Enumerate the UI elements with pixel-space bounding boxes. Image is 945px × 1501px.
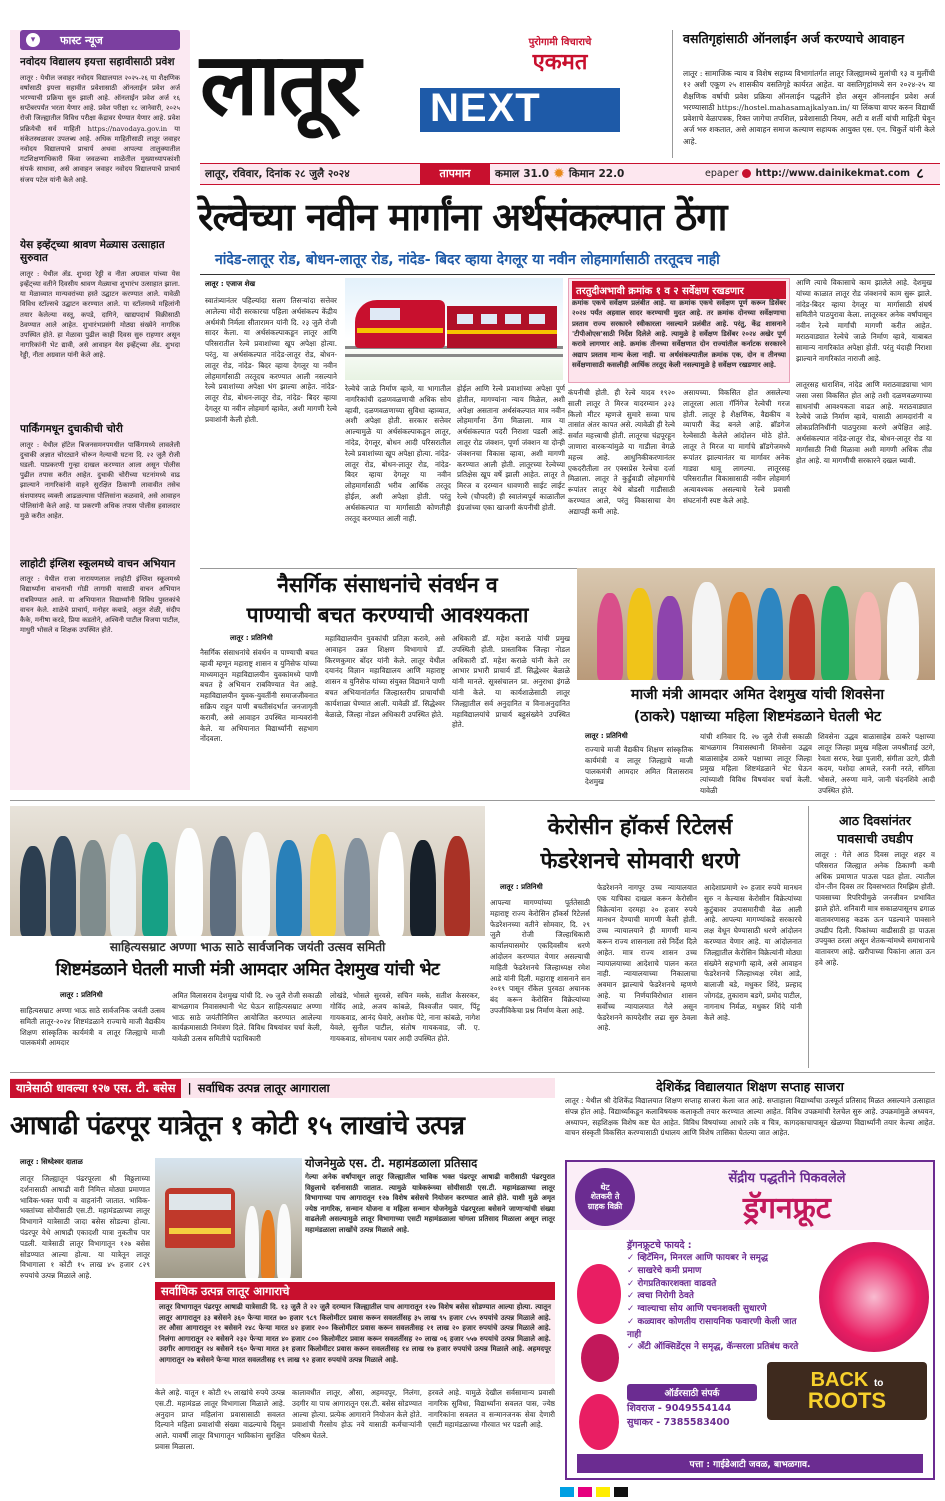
registration-mark-cyan bbox=[560, 1487, 574, 1497]
kerosene-headline-1: केरोसीन हॉकर्स रिटेलर्स bbox=[547, 815, 733, 840]
st-bus-photo bbox=[155, 1158, 302, 1278]
contact-name-1: शिवराज bbox=[627, 1403, 655, 1414]
st-col-3: कालावधीत लातूर, औसा, अहमदपूर, निलंगा, उदगीर या पाच आगारातून एस.टी. बसेस सोडण्यात आल्या होत्या. प्रत्येक आगाराने नियोजन केले होते. प्रवाशांची गैरसोय होऊ नये यासाठी कर्मचाऱ्यांनी परिश्रम घेतले. bbox=[292, 1388, 422, 1441]
contact-name-2: सुधाकर bbox=[627, 1417, 653, 1429]
train-image bbox=[345, 278, 563, 380]
anna-col-2: अमित विलासराव देशमुख यांची दि. २७ जुलै रोजी सकाळी बाभळगाव निवासस्थानी भेट घेऊन साहित्यसम्राट अण्णा भाऊ साठे जयंतीनिमित्त आयोजित करण्यात आलेल्या कार्यक्रमासाठी निमंत्रण दिले. विविध विषयांवर चर्चा केली, यावेळी उत्सव समितीचे पदाधिकारी bbox=[172, 991, 322, 1044]
contact-phone-2[interactable]: 7385583400 bbox=[663, 1417, 730, 1429]
lead-col-1: स्वातंत्र्यानंतर पहिल्यांदा सलग तिसऱ्यांदा सत्तेवर आलेल्या मोदी सरकारचा पहिला अर्थसंकल्प केंद्रीय अर्थमंत्री निर्मला सीतारामन यांनी दि. २३ जुलै रोजी सादर केला. या अर्थसंकल्पाकडून लातूर आणि परिसरातील रेल्वे प्रवाशांच्या खूप अपेक्षा होत्या. परंतु, या अर्थसंकल्पात नांदेड-लातूर रोड, बोधन-लातूर रोड, नांदेड- बिदर व्हाया देगलूर या नवीन लोहमार्गांसाठी तरतूदच करण्यात आली नसल्याने रेल्वे प्रवाशांच्या अपेक्षा भंग झाल्या आहेत. नांदेड-लातूर रोड, बोधन-लातूर रोड, नांदेड- बिदर व्हाया देगलूर या नवीन लोहमार्ग व्हावेत, अशी मागणी रेल्वे प्रवाशांनी केली होती. bbox=[205, 296, 337, 424]
ad-benefits-list bbox=[627, 1252, 813, 1354]
sidebar-story-1-title: नवोदय विद्यालय इयत्ता सहावीसाठी प्रवेश bbox=[20, 56, 175, 68]
hostel-notice-body: लातूर : सामाजिक न्याय व विशेष सहाय्य विभागांतर्गत लातूर जिल्ह्यामध्ये मुलांची १३ व मुलींची १२ अशी एकूण २५ शासकीय वसतिगृहे कार्यरत आहेत. या वसतिगृहांमध्ये सन २०२४-२५ या शैक्षणिक वर्षाची प्रवेश प्रक्रिया ऑनलाईन पद्धतीने होत असून ऑनलाईन प्रवेश अर्ज भरण्यासाठी https://hostel.mahasamajkalyan.in/ या लिंकचा वापर करुन विद्यार्थी प्रवेशाचे वेळापत्रक, रिक्त जागेचा तपशिल, प्रवेशासाठी नियम, अटी व शर्ती यांची माहिती घेवून अर्ज भरु शकतात, असे आवाहन समाज कल्याण सहायक आयुक्त एस. एन. चिकुर्ते यांनी केले आहे. bbox=[683, 69, 935, 146]
sidebar-story-2-body: लातूर : येथील ॲड. शुभदा रेड्डी व नीता अग्रवाल यांच्या येस इव्हेंट्च्या वतीने दिवसीय श्रावण मेळ्याचा शुभारंभ उत्साहात झाला. या मेळाव्यात मान्यवरांच्या हस्ते उद्घाटन करण्यात आले. यावेळी विविध स्टॉल्सचे उद्घाटन करण्यात आले. या स्टॉलमध्ये महिलांनी तयार केलेल्या वस्तू, कपडे, दागिने, खाद्यपदार्थ विक्रीसाठी ठेवण्यात आले आहेत. शुभारंभप्रसंगी मोठ्या संख्येने नागरिक उपस्थित होते. हा मेळावा पुढील काही दिवस सुरु राहणार असून नागरिकांनी भेट द्यावी, असे आवाहन येस इव्हेंट्च्या ॲड. शुभदा रेड्डी, नीता अग्रवाल यांनी केले आहे. bbox=[20, 269, 180, 360]
ad-benefit-item: ✓ ॲंटी ऑक्सिडेंट्स ने समृद्ध, कॅन्सरला प्रतिबंध करते bbox=[627, 1342, 799, 1353]
lead-col-2: रेल्वेचे जाळे निर्माण व्हावे, या भागातील नागरिकांची दळणवळणाची अधिक सोय व्हावी, दळणवळणाच्या सुविधा व्हाव्यात, अशी अपेक्षा होती. सरकार सत्तेवर आल्यामुळे या अर्थसंकल्पाकडून लातूर, नांदेड, देगलूर, बोधन आदी परिसरातील रेल्वे प्रवाशांच्या खूप अपेक्षा होत्या. नांदेड-लातूर रोड, बोधन-लातूर रोड, नांदेड- बिदर व्हाया देगलूर या नवीन लोहमार्गासाठी भरीव आर्थिक तरतूद होईल, अशी अपेक्षा होती. परंतु अर्थसंकल्पात या मार्गांसाठी कोणतीही तरतूद करण्यात आली नाही. bbox=[345, 384, 451, 523]
deshmukh-headline-1: माजी मंत्री आमदार अमित देशमुख यांची शिवसेना bbox=[630, 687, 885, 703]
st-col-2: केले आहे. यातून १ कोटी १५ लाखांचे रुपये उत्पन्न एस.टी. महामंडळ लातूर विभागाला मिळाले आहे. अनुदान प्राप्त महिलांना प्रवासासाठी सवलत दिल्याने महिला प्रवाशांची संख्या वाढल्याचे दिसून आले. यावर्षी लातूर विभागातून भाविकांना सुरक्षित प्रवास मिळाला. bbox=[155, 1388, 285, 1451]
nature-byline: लातूर : प्रतिनिधी bbox=[230, 634, 273, 642]
school-title: देशिकेंद्र विद्यालयात शिक्षण सप्ताह साजरा bbox=[656, 1079, 844, 1094]
page-number: ८ bbox=[916, 166, 924, 182]
ad-contact-title: ऑर्डरसाठी संपर्क bbox=[627, 1384, 757, 1401]
survey-box-title: तरतुदीअभावी क्रमांक १ व २ सर्वेक्षण रखडणार bbox=[572, 281, 786, 299]
st-col-4: हरवले आहे. यामुळे देखील सर्वसामान्य प्रवासी नागरिक सुविधा, विद्यार्थ्यांना सवलत पास, ज्येष्ठ नागरिकांना सवलत व सन्मानजनक सेवा देणारी एसटी महामंडळाच्या गौरवात भर पडली आहे. bbox=[428, 1388, 555, 1430]
ad-badge bbox=[575, 1168, 635, 1226]
masthead-title: लातूर bbox=[200, 35, 359, 135]
anna-bhau-sathe-delegation-photo bbox=[10, 806, 485, 936]
anna-col-1: साहित्यसम्राट अण्णा भाऊ साठे सार्वजनिक जयंती उत्सव समिती लातूर-२०२४ शिष्टमंडळाने राज्याचे माजी वैद्यकीय शिक्षण सांस्कृतिक कार्यमंत्री व लातूर जिल्ह्याचे माजी पालकमंत्री आमदार bbox=[20, 1006, 165, 1048]
sidebar-story-4-body: लातूर : येथील राजा नारायणलाल लाहोटी इंग्लिश स्कूलमध्ये विद्यार्थ्यांना वाचनाची गोडी लागावी यासाठी वाचन अभियान राबविण्यात आले. या अभियानात विद्यार्थ्यांनी विविध पुस्तकांचे वाचन केले. शाळेचे प्राचार्य, मनोहर कबाडे, अतुल शेळी, संदीप कैके, मनीषा करडे, प्रिया कडतोने, अश्विनी पाटील विजया पाटील, माधुरी भोसले व शिक्षक उपस्थित होते. bbox=[20, 575, 180, 635]
rain-body: लातूर : गेले आठ दिवस लातूर शहर व परिसरात जिल्ह्यात अनेक ठिकाणी कमी अधिक प्रमाणात पाऊस पडत होता. त्यातील दोन-तीन दिवस तर दिवसभरात रिमझिम होती. पावसाच्या रिपरिपीमुळे जनजीवन प्रभावित झाले होते. शनिवारी मात्र सकाळपासूनच ढगाळ वातावरणासह कडक ऊन पडल्याने पावसाने उघडीप दिली. पिकांच्या वाढीसाठी हा पाऊस उपयुक्त ठरला असून शेतकऱ्यांमध्ये समाधानाचे वातावरण आहे. खरीपाच्या पिकांना आता ऊन हवे आहे. bbox=[815, 850, 935, 967]
deshmukh-byline: लातूर : प्रतिनिधी bbox=[585, 732, 628, 740]
sidebar-story-3-body: लातूर : येथील हॉटेल बिजनसमनपमधील पार्किंगमध्ये लावलेली दुचाकी अज्ञात चोरट्याने चोरून नेल्याची घटना दि. २२ जुलै रोजी घडली. याप्रकरणी गुन्हा दाखल करण्यात आला असून पोलीस पुढील तपास करीत आहेत. दुचाकी चोरीच्या घटनांमध्ये वाढ झाल्याने नागरिकांनी वाहने सुरक्षित ठिकाणी लावावीत तसेच संशयास्पद व्यक्ती आढळल्यास पोलिसांना कळवावे, असे आवाहन पोलिसांनी केले आहे. या प्रकरणी अधिक तपास पोलीस हवालदार मुळे करीत आहेत. bbox=[20, 440, 180, 520]
lead-col-7: आणि त्याचे विकासाचे काम झालेले आहे. देशमुख यांच्या काळात लातूर रोड जंक्शनचे काम सुरू झाले. नांदेड-बिदर व्हाया देगलूर या मार्गासाठी संघर्ष समितीने पाठपुरावा केला. लातूरकर अनेक वर्षांपासून नवीन रेल्वे मार्गांची मागणी करीत आहेत. मराठवाड्यात रेल्वेचे जाळे निर्माण व्हावे, याबाबत सामान्य नागरिकांत अपेक्षा होती. परंतु यंदाही निराशा झाल्याने नागरिकांत नाराजी आहे. bbox=[796, 278, 932, 363]
sidebar-story-1-body: लातूर : येथील जवाहर नवोदय विद्यालयात २०२५-२६ या शैक्षणिक वर्षासाठी इयत्ता सहावीत प्रवेशासाठी ऑनलाईन प्रवेश अर्ज भरण्याची प्रक्रिया सुरु झाली आहे. ऑनलाईन प्रवेश अर्ज १६ सप्टेंबरपर्यंत भरता येणार आहे. प्रवेश परीक्षा १८ जानेवारी, २०२५ रोजी जिल्ह्यातील विविध परीक्षा केंद्रावर घेण्यात येणार आहे. प्रवेश प्रक्रियेची सर्व माहिती https://navodaya.gov.in या संकेतस्थळावर उपलब्ध आहे. अधिक माहितीसाठी लातूर जवाहर नवोदय विद्यालयाचे प्राचार्य अथवा आपल्या तालुक्यातील गटशिक्षणाधिकारी किंवा जवळच्या शाळेतील मुख्याध्यापकांशी संपर्क साधावा, असे आवाहन जवाहर नवोदय विद्यालयाचे प्राचार्य संजय पटेल यांनी केले आहे. bbox=[20, 73, 180, 184]
kerosene-headline-2: फेडरेशनचे सोमवारी धरणे bbox=[540, 849, 740, 874]
masthead-next-label: NEXT bbox=[430, 86, 541, 130]
lead-col-5: कंपनीची होती. ही रेल्वे यादव १९२० साली लातूर ते मिरज यादरम्यान ३२३ किलो मीटर म्हणजे सुमारे सव्वा पाच तासांत अंतर कापत असे. त्यावेळी ही रेल्वे सर्वात महत्त्वाची होती. लातूरचा चंद्रपूरहून जाणारा वारकऱ्यांमुळे या गाडीला वेगळे महत्त्व आहे. आधुनिकीकरणानंतर एकदरीतीला तर एक्सप्रेस रेल्वेचा दर्जा मिळाला. लातूर ते कुर्डुवाडी लोहमार्गाचे रूपांतर लातूर येथे बोडसी गाडीसाठी करण्यात आले, परंतु विकासाचा वेग अद्यापही कमी आहे. bbox=[568, 388, 675, 516]
st-banner-lead: यात्रेसाठी धावल्या १२७ एस. टी. बसेस bbox=[10, 1079, 181, 1098]
sidebar-story-2-title: येस इव्हेंट्च्या श्रावण मेळ्यास उत्साहात सुरुवात bbox=[20, 238, 165, 265]
deshmukh-headline-2: (ठाकरे) पक्षाच्या महिला शिष्टमंडळाने घेतली भेट bbox=[633, 709, 882, 725]
deshmukh-col-3: शिवसेना उद्धव बाळासाहेब ठाकरे पक्षाच्या लातूर जिल्हा प्रमुख महिला जयश्रीताई उटगे, रेवता सरफ, रेखा पुजारी, संगीता उटगे, प्रीती कदम, यशोदा आमले, रजनी नरते, संगिता भोसले, अरुणा माने, जानी चंदनशिवे आदी उपस्थित होते. bbox=[818, 732, 935, 795]
logo-to: to bbox=[873, 1378, 884, 1389]
nature-col-2: महाविद्यालयीन युवकांची प्रतिज्ञा करावे, असे आवाहन उन्नत शिक्षण विभागाचे डॉ. किरणकुमार बोंदर यांनी केले. लातूर येथील दयानंद विज्ञान महाविद्यालय आणि महाराष्ट्र शासन व युनिसेफ यांच्या संयुक्त विद्यमाने पाणी बचत अभियानांतर्गत जिल्हास्तरीय प्राचार्यांची कार्यशाळा घेण्यात आली. यावेळी डॉ. सिद्धेश्वर बेळाळे, जिल्हा नोडल अधिकारी उपस्थित होते. bbox=[325, 634, 445, 719]
survey-box-body: क्रमांक एकचे सर्वेक्षण प्रलंबीत आहे. या क्रमांक एकचे सर्वेक्षण पूर्ण करून डिसेंबर २०२४ पर्यंत अहवाल सादर करण्याची मुदत आहे. तर क्रमांक दोनच्या सर्वेक्षणाचा प्रस्ताव राज्य सरकारने स्वीकारला नसल्याने प्रलंबीत आहे. परंतु, केंद्र शासनाने 'टीपीओएस'साठी निर्देश दिलेले आहे. त्यामुळे हे सर्वेक्षण डिसेंबर २०२४ अखेर पूर्ण करावे लागणार आहे. क्रमांक तीनच्या सर्वेक्षणात दोन राज्यांतील कर्नाटक सरकारने अद्याप प्रस्ताव मान्य केला नाही. या अर्थसंकल्पातील क्रमांक एक, दोन व तीनच्या सर्वेक्षणासाठी कसलीही आर्थिक तरतूद केली नसल्यामुळे हे सर्वेक्षण रखडणार आहे. bbox=[572, 299, 786, 370]
yojana-body: गेल्या अनेक वर्षांपासून लातूर जिल्ह्यातील भाविक भक्त पंढरपूर आषाढी वारीसाठी पंढरपुरात विठ्ठलाचे दर्शनासाठी जातात. त्यामुळे यात्रेकरूंच्या सोयीसाठी एस.टी. महामंडळाच्या लातूर विभागाच्या पाच आगारातून १२७ विशेष बसेसचे नियोजन करण्यात आले होते. याशी मुळे अमृत ज्येष्ठ नागरिक, सन्मान योजना व महिला सन्मान योजनेमुळे पंढरपूरला बसेसने जाणाऱ्यांची संख्या वाढलेली असल्यामुळे लातूर विभागाच्या एसटी महामंडळाला चांगला प्रतिसाद मिळाला असून लातूर महामंडळाला लाखोंचे उत्पन्न मिळाले आहे. bbox=[305, 1172, 555, 1234]
ad-benefit-item: ✓ कळ्यावर कोणतीय रासायनिक फवारणी केली जात नाही bbox=[627, 1316, 797, 1340]
st-banner-sub: सर्वाधिक उत्पन्न लातूर आगाराला bbox=[197, 1080, 330, 1095]
lead-col-6: असायच्या. विकसित होत असलेल्या लातूरला आता गॅनिंगेज रेल्वेची गरज होती. लातूर हे शैक्षणिक, वैद्यकीय व व्यापारी केंद्र बनले आहे. ब्रॉडगेज रेल्वेसाठी केलेले आंदोलन मोठे होते. लातूर ते मिरज या मार्गाचे ब्रॉडगेजमध्ये रूपांतर झाल्यानंतर या मार्गावर अनेक गाड्या धावू लागल्या. लातूरसह परिसरातील विकासासाठी नवीन लोहमार्ग अत्यावश्यक असल्याचे रेल्वे प्रवासी संघटनांनी स्पष्ट केले आहे. bbox=[683, 388, 790, 505]
back-to-roots-logo bbox=[767, 1362, 927, 1420]
ad-benefit-item: ✓ साखरेचे कमी प्रमाण bbox=[627, 1265, 702, 1276]
registration-mark-black bbox=[614, 1487, 628, 1497]
sun-icon: ✹ bbox=[553, 166, 565, 182]
lead-col-3: होईल आणि रेल्वे प्रवाशांच्या अपेक्षा पूर्ण होतील, मागण्यांना न्याय मिळेल, अशी अपेक्षा असताना अर्थसंकल्पात मात्र नवीन लोहमार्गांना ठेंगा मिळाला. मात्र या अर्थसंकल्पात पदरी निराशा पडली आहे. लातूर रोड जंक्शन, पूर्णा जंक्शन या दोन्ही जंक्शनचा विकास व्हावा, अशी मागणी करण्यात आली होती. लातूरच्या रेल्वेच्या प्रतिक्षेस खूप वर्षे झाली आहेत. लातूर ते मिरज व दरम्यान धावणारी साईट लाईट रेल्वे (चौपदरी) ही स्वातंत्र्यपूर्व काळातील इंग्रजांच्या एका खाजगी कंपनीची होती. bbox=[457, 384, 565, 512]
ad-tagline: सेंद्रीय पद्धतीने पिकवलेले bbox=[728, 1171, 846, 1186]
rain-title-1: आठ दिवसांनंतर bbox=[838, 813, 912, 828]
agar-title: सर्वाधिक उत्पन्न लातूर आगाराचे bbox=[155, 1282, 555, 1301]
dragonfruit-ad: थेट शेतकरी ते ग्राहक विक्री सेंद्रीय पद्धतीने पिकवलेले ड्रॅगनफ्रूट ड्रॅगनफ्रूटचे फायदे : ✓ व्हिटॅमिन, मिनरल आणि फायबर ने समृद्ध ✓ साखरेचे कमी प्रमाण ✓ रोगप्रतिकारशक्ता वाढवते ✓ त्वचा निरोगी ठेवते ✓ ग्वाल्याचा सोय आणि पचनशक्ती सुधारणे ✓ कळ्यावर कोणतीय रासायनिक फवारणी केली जात नाही ✓ ॲंटी ऑक्सिडेंट्स ने समृद्ध, कॅन्सरला प्रतिबंध करते BACK to ROOTS ऑर्डरसाठी संपर्क शिवराज - 9049554144 सुधाकर - 7385583400 पत्ता : गाईडेआटी जवळ, बाभळगाव. bbox=[565, 1160, 935, 1480]
shivsena-delegation-photo bbox=[577, 568, 935, 680]
ad-title: ड्रॅगनफ्रूट bbox=[743, 1191, 831, 1226]
anna-byline: लातूर : प्रतिनिधी bbox=[60, 991, 103, 999]
agar-body: लातूर विभागातून पंढरपूर आषाढी यात्रेसाठी दि. १३ जुलै ते २२ जुलै दरम्यान जिल्ह्यातील पाच आगारातून १२७ विशेष बसेस सोडण्यात आल्या होत्या. त्यातून लातूर आगारातून ३३ बसेसने ३६० फेऱ्या मारत ७० हजार ९८९ किलोमीटर प्रवास करून सवलतींसह ३५ लाख ९५ हजार ८५५ रुपयांचे उत्पन्न मिळाले आहे. तर औसा आगारातून २१ बसेसने २४८ फेऱ्या मारत ४२ हजार २०० किलोमीटर प्रवास करून सवलतीसह २१ लाख २० हजार रुपयांचे उत्पन्न मिळाले आहे. निलंगा आगारातून २२ बसेसने २३२ फेऱ्या मारत ४० हजार ८०० किलोमीटर प्रवास करून सवलतींसह २० लाख ०६ हजार ५५७ रुपयांचे उत्पन्न मिळाले आहे. उदगीर आगारातून २४ बसेसने १६० फेऱ्या मारत ३१ हजार किलोमीटर प्रवास करून सवलतीसह १४ लाख १७ हजार रुपयांचे उत्पन्न मिळाले आहे. अहमदपूर आगारातून २७ बसेसने फेऱ्या मारत सवलतीसह १९ लाख ९२ हजार रुपयांचे उत्पन्न मिळाले आहे. bbox=[155, 1300, 555, 1384]
ad-address: पत्ता : गाईडेआटी जवळ, बाभळगाव. bbox=[577, 1454, 923, 1473]
anna-headline: शिष्टमंडळाने घेतली माजी मंत्री आमदार अमित देशमुख यांची भेट bbox=[55, 960, 440, 980]
deshmukh-col-2: यांची शनिवार दि. २७ जुलै रोजी सकाळी बाभळगाव निवासस्थानी शिवसेना उद्धव बाळासाहेब ठाकरे पक्षाच्या लातूर जिल्हा प्रमुख महिला शिष्टमंडळाने भेट घेऊन त्यांच्याशी विविध विषयांवर चर्चा केली. यावेळी bbox=[700, 732, 812, 795]
nature-col-1: नैसर्गिक संसाधनांचे संवर्धन व पाण्याची बचत व्हावी म्हणून महाराष्ट्र शासन व युनिसेफ यांच्या माध्यमातून महाविद्यालयीन युवकांमध्ये पाणी बचत हे अभियान राबविण्यात येत आहे. महाविद्यालयीन युवक-युवतींनी समाजजीवनात सक्रिय राहून पाणी बचतीसंदर्भात जनजागृती करावी, असे आवाहन उपस्थित मान्यवरांनी केले. या अभियानात विद्यार्थ्यांनी सहभाग नोंदवला. bbox=[200, 648, 318, 744]
ad-benefit-item: ✓ रोगप्रतिकारशक्ता वाढवते bbox=[627, 1278, 717, 1289]
nature-col-3: अधिकारी डॉ. महेश कराळे यांची प्रमुख उपस्थिती होती. प्रास्ताविक जिल्हा नोडल अधिकारी डॉ. महेश कराळे यांनी केले तर आभार प्रभारी प्राचार्य डॉ. सिद्धेश्वर बेळाळे यांनी मानले. सूत्रसंचालन प्रा. अनुराधा इंगळे यांनी केले. या कार्यशाळेसाठी लातूर जिल्ह्यातील सर्व अनुदानित व विनाअनुदानित महाविद्यालयांचे प्राचार्य बहुसंख्येने उपस्थित होते. bbox=[452, 634, 570, 730]
nature-headline-1: नैसर्गिक संसाधनांचे संवर्धन व bbox=[277, 573, 498, 597]
anna-col-3: लोखंडे, भोसले सुरवसे, सचिन मस्के, सतीश केसरकर, गोविंद आडे, अजय कांबळे, विश्वजीत पवार, पिंटू गायकवाड, आनंद घेवारे, अशोक पेटे, नाना कांबळे, नागेश येवले, सुनील पाटील, संतोष गायकवाड, जी. ए. गायकवाड, सोमनाथ पवार आदी उपस्थित होते. bbox=[330, 991, 480, 1044]
dragonfruit-image-right bbox=[819, 1242, 929, 1352]
ad-benefit-item: ✓ त्वचा निरोगी ठेवते bbox=[627, 1291, 694, 1302]
fast-news-label: फास्ट न्यूज bbox=[60, 33, 103, 47]
st-banner-separator: | bbox=[187, 1081, 192, 1095]
logo-roots: ROOTS bbox=[807, 1388, 887, 1413]
weather-label: तापमान bbox=[420, 164, 490, 184]
logo-back: BACK bbox=[810, 1369, 869, 1391]
epaper-label: epaper bbox=[705, 168, 739, 179]
sidebar-story-4-title: लाहोटी इंग्लिश स्कूलमध्ये वाचन अभियान bbox=[20, 557, 176, 570]
ad-benefit-item: ✓ व्हिटॅमिन, मिनरल आणि फायबर ने समृद्ध bbox=[627, 1253, 768, 1263]
st-col-1: लातूर जिल्ह्यातून पंढरपूरला श्री विठ्ठलाच्या दर्शनासाठी आषाढी वारी निमित्त मोठ्या प्रमाणात भाविक-भक्त पायी व वाहनांनी जातात. भाविक-भक्तांच्या सोयीसाठी एस.टी. महामंडळाच्या लातूर विभागाने यात्रेसाठी जादा बसेस सोडल्या होत्या. पंढरपूर येथे आषाढी एकादशी यात्रा नुकतीच पार पडली. यात्रेसाठी लातूर विभागातून १२७ बसेस सोडण्यात आल्या होत्या. या यात्रेतून लातूर विभागाला १ कोटी १५ लाख ४५ हजार ८२९ रुपयांचे उत्पन्न मिळाले आहे. bbox=[20, 1174, 150, 1281]
globe-icon bbox=[742, 169, 751, 178]
hostel-notice-title: वसतिगृहांसाठी ऑनलाईन अर्ज करण्याचे आवाहन bbox=[683, 31, 905, 46]
masthead-tagline: पुरोगामी विचाराचे bbox=[528, 37, 592, 48]
lead-byline: लातूर : एजाज शेख bbox=[205, 280, 256, 288]
registration-mark-magenta bbox=[578, 1487, 592, 1497]
anna-photo-caption: साहित्यसम्राट अण्णा भाऊ साठे सार्वजनिक जयंती उत्सव समिती bbox=[109, 940, 386, 954]
chevron-down-icon: ▾ bbox=[26, 33, 40, 47]
deshmukh-col-1: राज्याचे माजी वैद्यकीय शिक्षण सांस्कृतिक कार्यमंत्री व लातूर जिल्ह्याचे माजी पालकमंत्री आमदार अमित विलासराव देशमुख bbox=[585, 745, 693, 787]
rain-title-2: पावसाची उघडीप bbox=[837, 831, 913, 846]
ad-badge-line-1: थेट bbox=[600, 1182, 610, 1192]
epaper-link[interactable]: http://www.dainikekmat.com bbox=[755, 168, 911, 179]
min-temp-label: किमान bbox=[568, 168, 595, 180]
nature-headline-2: पाण्याची बचत करण्याची आवश्यकता bbox=[246, 603, 529, 627]
kerosene-col-1: आपल्या मागण्यांच्या पूर्ततेसाठी महाराष्ट्र राज्य केरोसिन हॉकर्स रिटेलर्स फेडरेशनच्या वतीने सोमवार, दि. २९ जुलै रोजी जिल्हाधिकारी कार्यालयासमोर एकदिवसीय धरणे आंदोलन करण्यात येणार असल्याची माहिती फेडरेशनचे जिल्हाध्यक्ष रमेश आडे यांनी दिली. महाराष्ट्र शासनाने सन २०१९ पासून रॉकेल पुरवठा अचानक बंद करून केरोसिन विक्रेत्यांच्या उपजीविकेचा प्रश्न निर्माण केला आहे. bbox=[490, 898, 590, 1015]
sidebar-story-3-title: पार्किंगमधून दुचाकीची चोरी bbox=[20, 422, 123, 435]
ad-badge-line-2: शेतकरी ते bbox=[590, 1192, 620, 1202]
dragonfruit-image bbox=[575, 1234, 623, 1464]
dateline: लातूर, रविवार, दिनांक २८ जुलै २०२४ bbox=[205, 168, 350, 180]
ad-benefits-title: ड्रॅगनफ्रूटचे फायदे : bbox=[627, 1240, 692, 1251]
ad-badge-line-3: ग्राहक विक्री bbox=[587, 1201, 623, 1211]
masthead-brand: एकमत bbox=[532, 50, 588, 75]
fast-news-header bbox=[20, 30, 180, 50]
ad-benefit-item: ✓ ग्वाल्याचा सोय आणि पचनशक्ती सुधारणे bbox=[627, 1304, 767, 1314]
st-headline: आषाढी पंढरपूर यात्रेतून १ कोटी १५ लाखांचे उत्पन्न bbox=[10, 1111, 465, 1141]
kerosene-col-2: फेडरेशनने नागपूर उच्च न्यायालयात एक याचिका दाखल करून केरोसीन विक्रेत्यांना दरमहा २० हजार रुपये मानधन देण्याची मागणी केली होती. उच्च न्यायालयाने ही मागणी मान्य करून राज्य शासनाला तसे निर्देश दिले आहेत. मात्र राज्य शासन उच्च न्यायालयाच्या आदेशाचे पालन करत नाही. न्यायालयाच्या निकालाचा अवमान झाल्याचे फेडरेशनचे म्हणणे आहे. या निर्णयाविरोधात शासन सर्वोच्च न्यायालयात गेले असून फेडरेशनने कायदेशीर लढा सुरु ठेवला आहे. bbox=[597, 883, 697, 1033]
contact-phone-1[interactable]: 9049554144 bbox=[665, 1403, 732, 1414]
max-temp-label: कमाल bbox=[495, 168, 520, 180]
yojana-title: योजनेमुळे एस. टी. महामंडळाला प्रतिसाद bbox=[305, 1156, 478, 1170]
st-banner bbox=[10, 1078, 555, 1098]
school-body: लातूर : येथील श्री देशिकेंद्र विद्यालयात शिक्षण सप्ताह साजरा केला जात आहे. सप्ताहाला विद्यार्थ्यांचा उत्स्फूर्त प्रतिसाद मिळत असल्याने उत्साहात संपन्न होत आहे. विद्यार्थ्यांकडून कलाविषयक कलाकृती तयार करण्यात आल्या आहेत. विविध उपक्रमांची रेलचेल सुरु आहे. उपक्रमांमुळे अध्ययन, अध्यापन, सहशिक्षक विशेष कष्ट घेत आहेत. विविध विषयांच्या आधारे तके व चित्र, कागदकाचापासून खेळण्या विद्यार्थ्यांनी तयार केल्या आहेत. वाचन संस्कृती विकसित करण्यासाठी ग्रंथालय आणि विशेष तासिका घेतल्या जात आहेत. bbox=[565, 1096, 935, 1138]
registration-mark-yellow bbox=[596, 1487, 610, 1497]
st-byline: लातूर : सिध्देश्वर दाताळ bbox=[20, 1158, 83, 1166]
lead-subhead: नांदेड-लातूर रोड, बोधन-लातूर रोड, नांदेड- बिदर व्हाया देगलूर या नवीन लोहमार्गासाठी तरतूदच नाही bbox=[215, 252, 720, 268]
kerosene-col-3: आदेशाप्रमाणे २० हजार रुपये मानधन सुरु न केल्यास केरोसीन विक्रेत्यांच्या कुटुंबावर उपासमारीची वेळ आली आहे. आपल्या मागण्यांकडे सरकारचे लक्ष वेधून घेण्यासाठी धरणे आंदोलन करण्यात येणार आहे. या आंदोलनात जिल्ह्यातील केरोसिन विक्रेत्यांनी मोठ्या संख्येने सहभागी व्हावे, असे आवाहन फेडरेशनचे जिल्हाध्यक्ष रमेश आडे, बालाजी बडे, मधुकर शिंदे, प्रल्हाद जोगदंड, तुकाराम बडगे, प्रमोद पाटील, नागनाथ निर्मळ, मधुकर शिंदे यांनी केले आहे. bbox=[704, 883, 802, 1022]
kerosene-byline: लातूर : प्रतिनिधी bbox=[500, 883, 543, 891]
lead-headline: रेल्वेच्या नवीन मार्गांना अर्थसंकल्पात ठेंगा bbox=[198, 195, 727, 239]
min-temp-value: 22.0 bbox=[598, 168, 625, 180]
max-temp-value: 31.0 bbox=[523, 168, 550, 180]
lead-col-8: लातूरसह धाराशिव, नांदेड आणि मराठवाड्याचा भाग जसा जसा विकसित होत आहे तशी दळणवळणाच्या साधनांची आवश्यकता वाढत आहे. मराठवाड्यात रेल्वेचे जाळे निर्माण व्हावे, यासाठी आमदारांनी व लोकप्रतिनिधींनी पाठपुरावा करणे अपेक्षित आहे. अर्थसंकल्पात नांदेड-लातूर रोड, बोधन-लातूर रोड या मार्गांसाठी निधी मिळावा अशी मागणी अधिक तीव्र होत आहे. या मागणीची सरकारने दखल घ्यावी. bbox=[796, 380, 932, 465]
